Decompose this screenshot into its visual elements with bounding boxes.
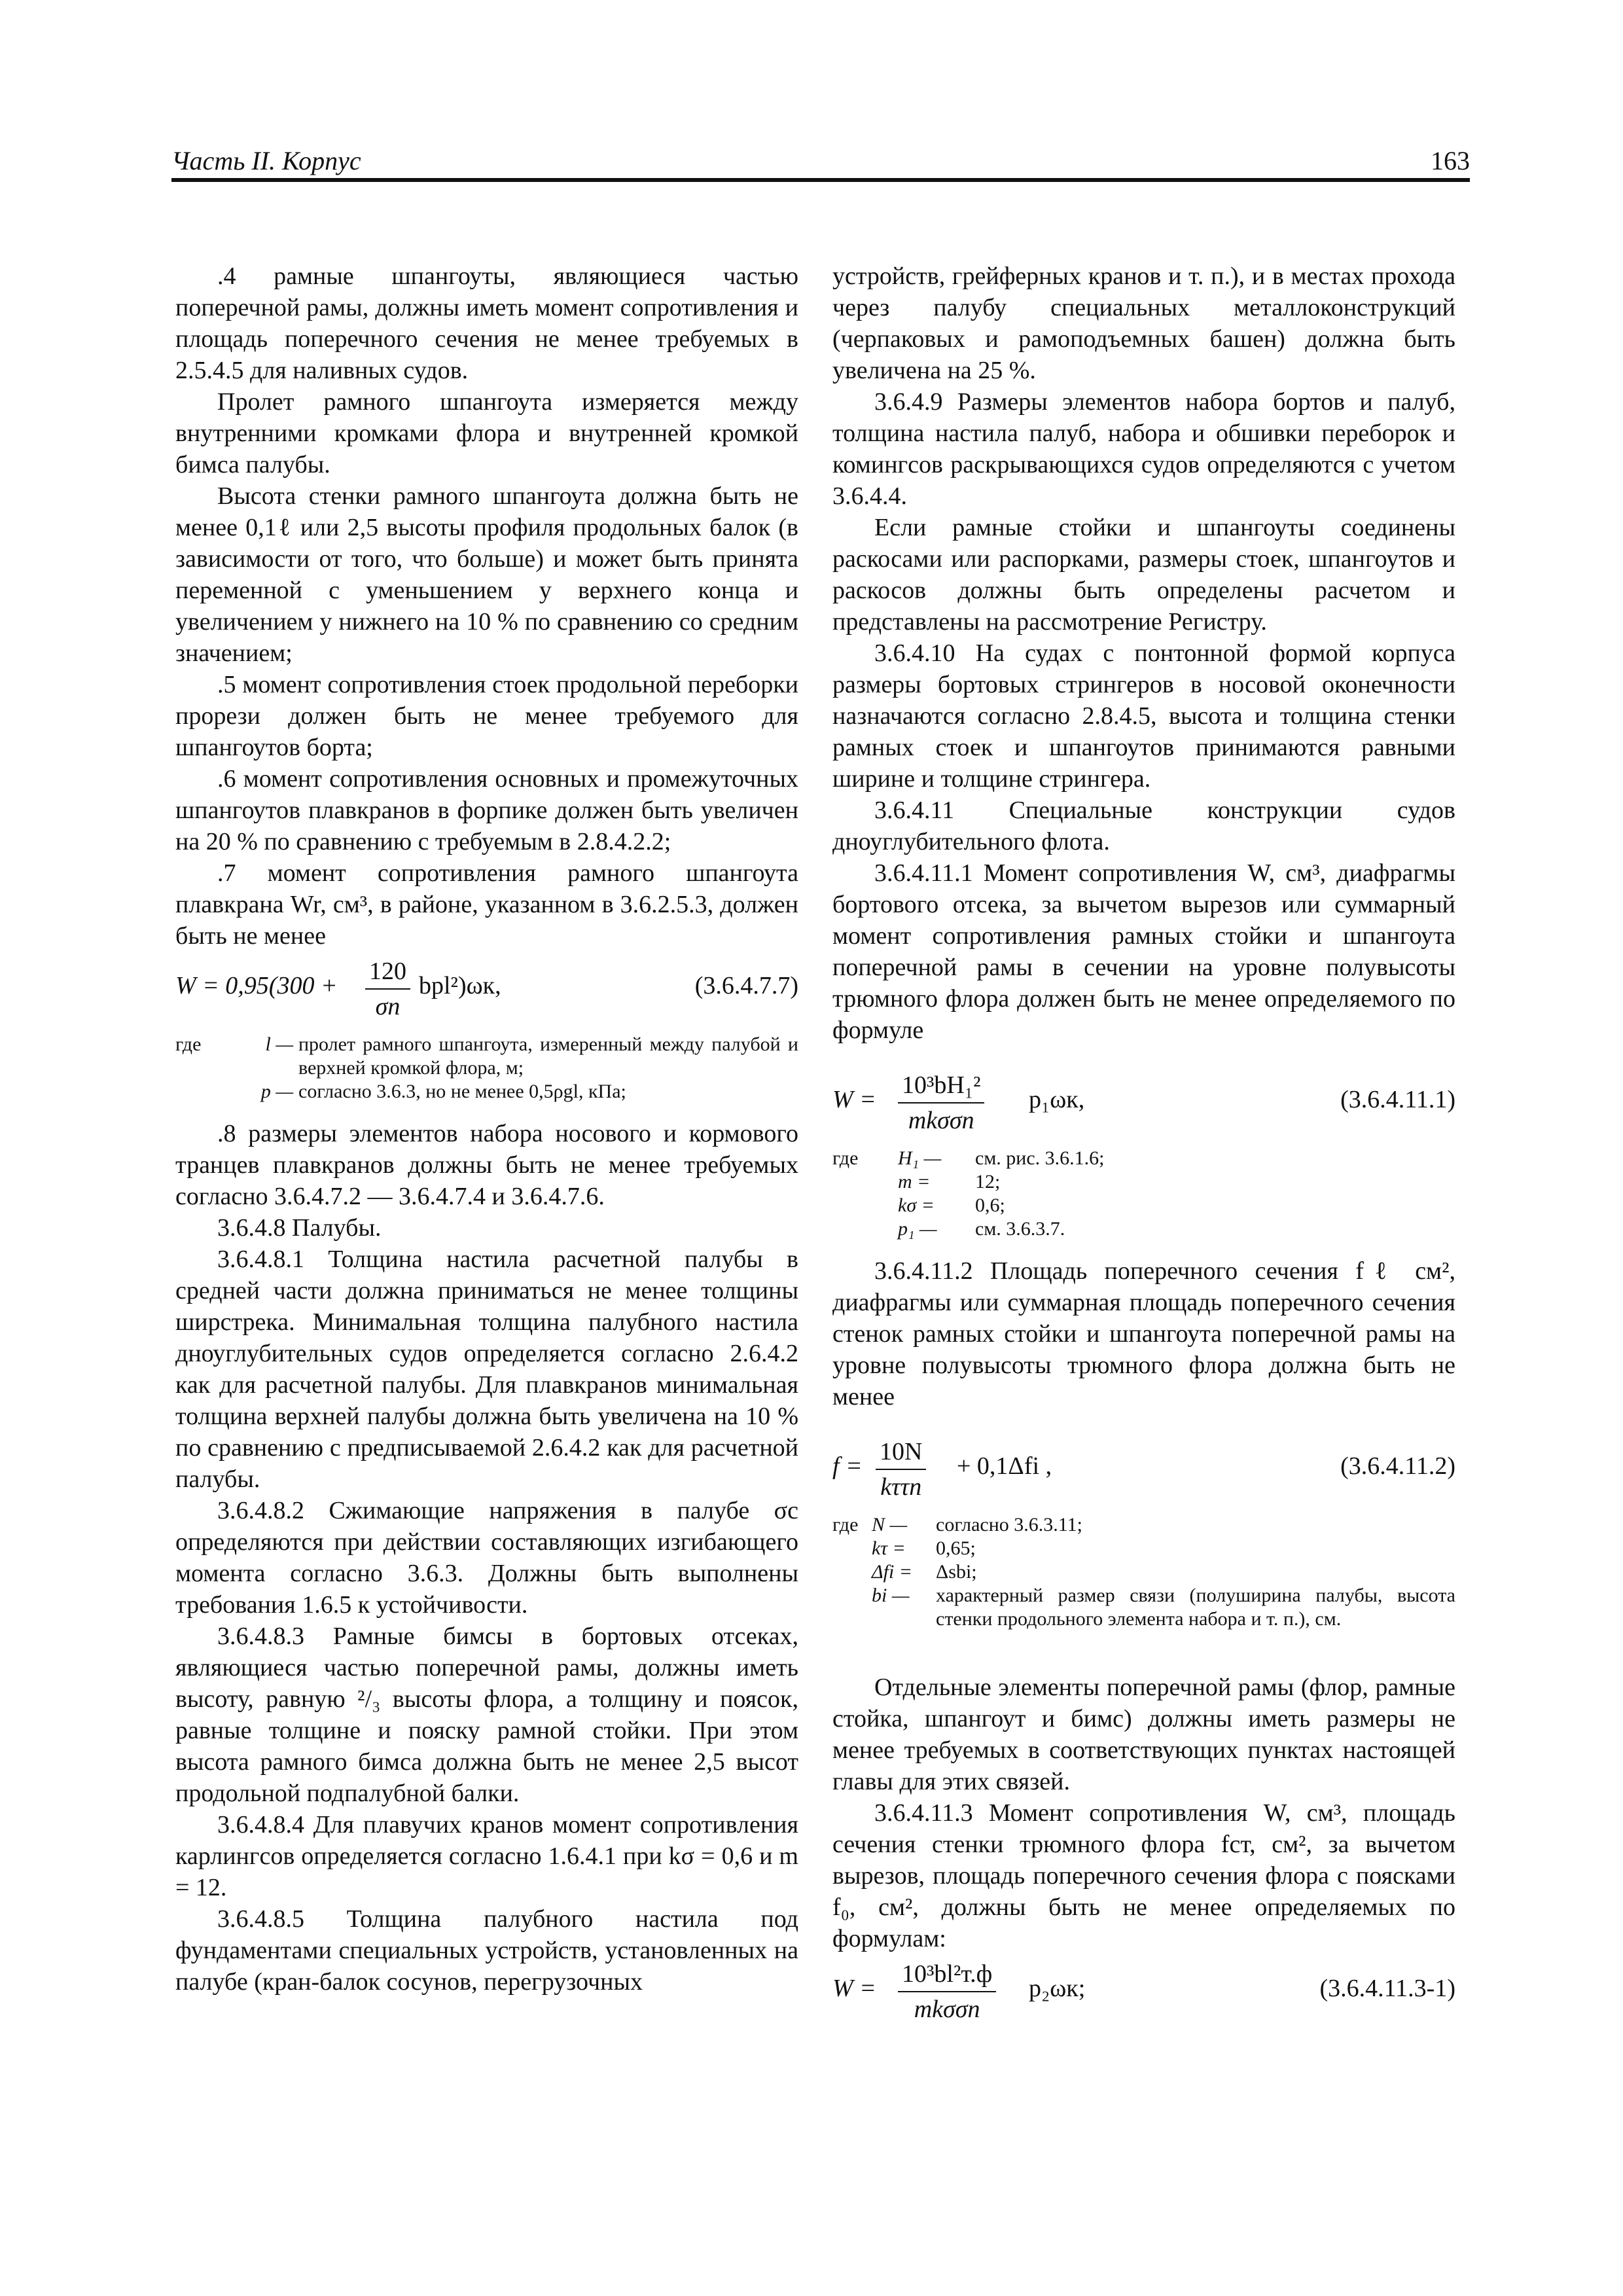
formula-number: (3.6.4.11.2) bbox=[1340, 1452, 1455, 1480]
chapter-title: Часть II. Корпус bbox=[171, 146, 361, 175]
formula-rest: p₂ωк; bbox=[1029, 1975, 1086, 2002]
paragraph: .5 момент сопротивления стоек продольной переборки прорези должен быть не менее требуемого для шпангоутов борта; bbox=[175, 671, 798, 761]
formula-rest: bpl²)ωк, bbox=[419, 972, 501, 999]
running-header bbox=[171, 145, 1470, 178]
definition-row bbox=[175, 1033, 798, 1080]
definition-text: согласно 3.6.3, но не менее 0,5ρgl, кПа; bbox=[298, 1081, 626, 1102]
definition-where bbox=[175, 1080, 241, 1103]
formula-rest: p₁ωк, bbox=[1029, 1086, 1085, 1113]
definition-symbol: H₁ — bbox=[898, 1147, 942, 1169]
paragraph: Отдельные элементы поперечной рамы (флор, рамные стойка, шпангоут и бимс) должны иметь размеры не менее требуемых в соответствующих пунктах настоящей главы для этих связей. bbox=[832, 1674, 1455, 1795]
page-number: 163 bbox=[1431, 146, 1470, 175]
paragraph: устройств, грейферных кранов и т. п.), и в местах прохода через палубу специальных металлоконструкций (черпаковых и рамоподъемных башен) должна быть увеличена на 25 %. bbox=[832, 262, 1455, 384]
paragraph: .8 размеры элементов набора носового и кормового транцев плавкранов должны быть не менее требуемых согласно 3.6.4.7.2 — 3.6.4.7.4 и 3.6.4.7.6. bbox=[175, 1120, 798, 1210]
definition-where bbox=[832, 1170, 898, 1194]
definition-where bbox=[832, 1194, 898, 1217]
spacer bbox=[832, 1645, 1455, 1672]
paragraph: 3.6.4.9 Размеры элементов набора бортов и палуб, толщина настила палуб, набора и обшивки переборок и комингсов раскрывающихся судов определяются с учетом 3.6.4.4. bbox=[832, 388, 1455, 510]
definition-row bbox=[832, 1217, 1455, 1241]
definitions-list bbox=[832, 1513, 1455, 1631]
formula-fraction bbox=[898, 1069, 984, 1136]
definition-symbol: bi — bbox=[872, 1585, 910, 1606]
definition-symbol: p — bbox=[260, 1081, 293, 1102]
definition-row bbox=[832, 1194, 1455, 1217]
definition-where bbox=[832, 1217, 898, 1241]
definition-where: где bbox=[832, 1147, 859, 1169]
formula-3-6-4-7-7 bbox=[175, 956, 798, 1021]
definition-symbol: kσ = bbox=[898, 1194, 935, 1216]
definition-where: где bbox=[175, 1033, 202, 1055]
definition-row bbox=[832, 1560, 1455, 1584]
paragraph: 3.6.4.10 На судах с понтонной формой корпуса размеры бортовых стрингеров в носовой оконечности назначаются согласно 2.8.4.5, высота и толщина стенки рамных стоек и шпангоутов принимаются равными ширине и толщине стрингера. bbox=[832, 639, 1455, 793]
paragraph: 3.6.4.8.5 Толщина палубного настила под фундаментами специальных устройств, установленных на палубе (кран-балок сосунов, перегрузочных bbox=[175, 1905, 798, 1996]
definition-text: 0,65; bbox=[936, 1537, 976, 1559]
definition-text: см. рис. 3.6.1.6; bbox=[975, 1147, 1105, 1169]
definition-symbol: m = bbox=[898, 1171, 931, 1193]
right-column bbox=[832, 260, 1455, 2030]
formula-denominator: σn bbox=[375, 993, 401, 1020]
formula-number: (3.6.4.11.1) bbox=[1340, 1086, 1455, 1113]
paragraph: Высота стенки рамного шпангоута должна быть не менее 0,1ℓ или 2,5 высоты профиля продольных балок (в зависимости от того, что больше) и может быть принята переменной с уменьшением у верхнего конца и увеличением у нижнего на 10 % по сравнению со средним значением; bbox=[175, 482, 798, 667]
paragraph: 3.6.4.11.1 Момент сопротивления W, см³, диафрагмы бортового отсека, за вычетом вырезов или суммарный момент сопротивления рамных стойки и шпангоута поперечной рамы в сечении на уровне полувысоты трюмного флора должен быть не менее определяемого по формуле bbox=[832, 859, 1455, 1044]
definition-symbol: Δfi = bbox=[872, 1561, 913, 1583]
formula-3-6-4-11-3-1 bbox=[832, 1958, 1455, 2024]
definition-text: см. 3.6.3.7. bbox=[975, 1218, 1065, 1240]
formula-numerator: 10³bH₁² bbox=[898, 1069, 984, 1103]
formula-lhs: f = bbox=[832, 1452, 863, 1480]
paragraph: 3.6.4.8.3 Рамные бимсы в бортовых отсеках, являющиеся частью поперечной рамы, должны иметь высоту, равную ²/₃ высоты флора, а толщину и поясок, равные толщине и пояску рамной стойки. При этом высота рамного бимса должна быть не менее 2,5 высот продольной подпалубной балки. bbox=[175, 1623, 798, 1807]
paragraph: 3.6.4.11.2 Площадь поперечного сечения fℓ см², диафрагмы или суммарная площадь поперечного сечения стенок рамных стойки и шпангоута поперечной рамы на уровне полувысоты трюмного флора должна быть не менее bbox=[832, 1257, 1455, 1410]
formula-numerator: 10N bbox=[876, 1436, 926, 1470]
definition-text: 12; bbox=[975, 1171, 1001, 1193]
formula-denominator: mkσσn bbox=[908, 1107, 974, 1134]
paragraph: Пролет рамного шпангоута измеряется между внутренними кромками флора и внутренней кромкой бимса палубы. bbox=[175, 388, 798, 478]
formula-denominator: mkσσn bbox=[914, 1996, 980, 2023]
definitions-list bbox=[175, 1033, 798, 1103]
formula-fraction bbox=[365, 956, 410, 1022]
paragraph: .6 момент сопротивления основных и промежуточных шпангоутов плавкранов в форпике должен быть увеличен на 20 % по сравнению с требуемым в 2.8.4.2.2; bbox=[175, 765, 798, 855]
formula-3-6-4-11-1 bbox=[832, 1069, 1455, 1135]
paragraph: 3.6.4.8.1 Толщина настила расчетной палубы в средней части должна приниматься не менее толщины ширстрека. Минимальная толщина палубного настила дноуглубительных судов определяется согласно 2.6.4.2 как для расчетной палубы. Для плавкранов минимальная толщина верхней палубы должна быть увеличена на 10 % по сравнению с предписываемой 2.6.4.2 как для расчетной палубы. bbox=[175, 1246, 798, 1493]
formula-fraction bbox=[876, 1436, 926, 1503]
definition-row bbox=[832, 1584, 1455, 1631]
definition-row bbox=[832, 1147, 1455, 1170]
formula-number: (3.6.4.7.7) bbox=[694, 972, 798, 999]
paragraph: .7 момент сопротивления рамного шпангоута плавкрана Wr, см³, в районе, указанном в 3.6.2.5.3, должен быть не менее bbox=[175, 859, 798, 950]
definition-symbol: N — bbox=[872, 1514, 908, 1535]
formula-numerator: 120 bbox=[365, 956, 410, 990]
paragraph: 3.6.4.8.2 Сжимающие напряжения в палубе σc определяются при действии составляющих изгибающего момента согласно 3.6.3. Должны быть выполнены требования 1.6.5 к устойчивости. bbox=[175, 1497, 798, 1619]
formula-lhs: W = 0,95(300 + bbox=[175, 972, 338, 999]
paragraph: .4 рамные шпангоуты, являющиеся частью поперечной рамы, должны иметь момент сопротивления и площадь поперечного сечения не менее требуемых в 2.5.4.5 для наливных судов. bbox=[175, 262, 798, 384]
header-rule bbox=[171, 178, 1470, 182]
definition-row bbox=[832, 1170, 1455, 1194]
formula-number: (3.6.4.11.3-1) bbox=[1319, 1975, 1455, 2002]
definition-where bbox=[832, 1560, 872, 1584]
formula-lhs: W = bbox=[832, 1975, 876, 2002]
paragraph: 3.6.4.11.3 Момент сопротивления W, см³, площадь сечения стенки трюмного флора fст, см², за вычетом вырезов, площадь поперечного сечения флора с поясками f₀, см², должны быть не менее определяемых по формулам: bbox=[832, 1799, 1455, 1952]
definition-row bbox=[832, 1537, 1455, 1560]
paragraph: Если рамные стойки и шпангоуты соединены раскосами или распорками, размеры стоек, шпангоутов и раскосов должны быть определены расчетом и представлены на рассмотрение Регистру. bbox=[832, 514, 1455, 636]
definitions-list bbox=[832, 1147, 1455, 1241]
definition-text: Δsbi; bbox=[936, 1561, 977, 1583]
definition-where bbox=[832, 1584, 872, 1631]
definition-text: характерный размер связи (полуширина палубы, высота стенки продольного элемента набора и т. п.), см. bbox=[936, 1585, 1455, 1630]
definition-row bbox=[175, 1080, 798, 1103]
left-column bbox=[175, 260, 798, 1998]
definition-text: 0,6; bbox=[975, 1194, 1005, 1216]
definition-text: согласно 3.6.3.11; bbox=[936, 1514, 1082, 1535]
formula-fraction bbox=[898, 1958, 996, 2025]
definition-where bbox=[832, 1537, 872, 1560]
definition-symbol: p₁ — bbox=[898, 1218, 937, 1240]
definition-symbol: l — bbox=[265, 1033, 293, 1055]
formula-denominator: kττn bbox=[880, 1473, 922, 1501]
definition-text: пролет рамного шпангоута, измеренный между палубой и верхней кромкой флора, м; bbox=[298, 1033, 798, 1079]
section-heading: 3.6.4.8 Палубы. bbox=[217, 1214, 382, 1242]
definition-symbol: kτ = bbox=[872, 1537, 906, 1559]
formula-rest: + 0,1Δfi , bbox=[957, 1452, 1052, 1480]
formula-lhs: W = bbox=[832, 1086, 876, 1113]
definition-where: где bbox=[832, 1514, 859, 1535]
section-heading: 3.6.4.11 Специальные конструкции судов дноуглубительного флота. bbox=[832, 797, 1455, 855]
paragraph: 3.6.4.8.4 Для плавучих кранов момент сопротивления карлингсов определяется согласно 1.6.4.1 при kσ = 0,6 и m = 12. bbox=[175, 1811, 798, 1901]
definition-row bbox=[832, 1513, 1455, 1537]
formula-numerator: 10³bl²т.ф bbox=[898, 1958, 996, 1992]
formula-3-6-4-11-2 bbox=[832, 1436, 1455, 1501]
